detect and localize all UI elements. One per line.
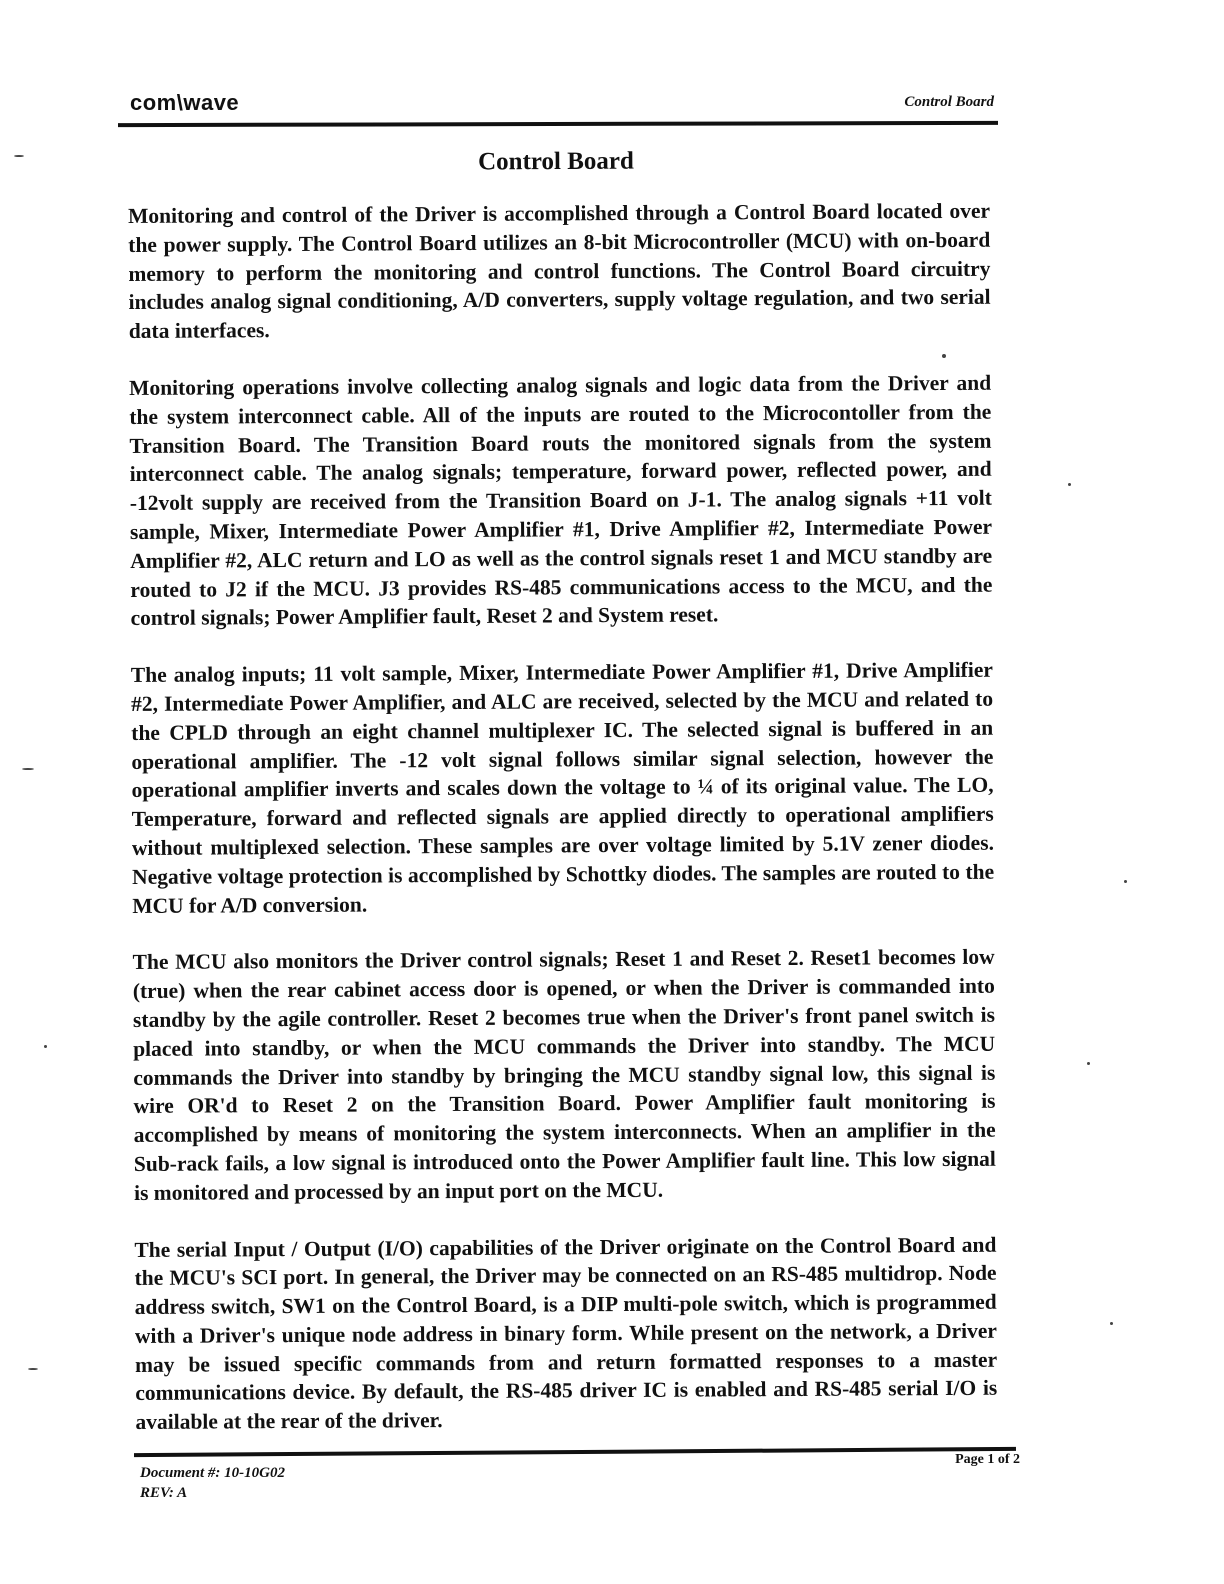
header-rule: [118, 121, 998, 127]
page-title: Control Board: [478, 147, 634, 176]
paragraph-1: Monitoring and control of the Driver is accomplished through a Control Board located over the power supply. The Control Board utilizes an 8-bit Microcontroller (MCU) with on-board memory to perform the monitoring and control functions. The Control Board circuitry includes analog signal conditioning, A/D converters, supply voltage regulation, and two serial data interfaces.: [128, 198, 991, 344]
page-header: [118, 88, 998, 130]
scan-speck: [1110, 1322, 1113, 1325]
scan-speck: [1068, 483, 1071, 486]
scan-speck: [28, 1368, 38, 1370]
comwave-logo: com\wave: [130, 90, 240, 115]
document-number: Document #: 10-10G02: [140, 1465, 285, 1481]
paragraph-4: The MCU also monitors the Driver control signals; Reset 1 and Reset 2. Reset1 becomes low (true) when the rear cabinet access door is opened, or when the Driver is commanded into standby by the agile controller. Reset 2 becomes true when the Driver's front panel switch is placed into standby, or when the MCU commands the Driver into standby. The MCU commands the Driver into standby by bringing the MCU standby signal low, this signal is wire OR'd to Reset 2 on the Transition Board. Power Amplifier fault monitoring is accomplished by means of monitoring the system interconnects. When an amplifier in the Sub-rack fails, a low signal is introduced onto the Power Amplifier fault line. This low signal is monitored and processed by an input port on the MCU.: [132, 945, 996, 1205]
paragraph-3: The analog inputs; 11 volt sample, Mixer, Intermediate Power Amplifier #1, Drive Amplifier #2, Intermediate Power Amplifier, and ALC are received, selected by the MCU and related to the CPLD through an eight channel multiplexer IC. The selected signal is buffered in an operational amplifier. The -12 volt signal follows similar signal selection, however the operational amplifier inverts and scales down the voltage to ¼ of its original value. The LO, Temperature, forward and reflected signals are applied directly to operational amplifiers without multiplexed selection. These samples are over voltage limited by 5.1V zener diodes. Negative voltage protection is accomplished by Schottky diodes. The samples are routed to the MCU for A/D conversion.: [130, 657, 995, 918]
scan-speck: [1087, 1062, 1090, 1065]
scan-speck: [44, 1045, 47, 1048]
paragraph-2: Monitoring operations involve collecting analog signals and logic data from the Driver and the system interconnect cable. All of the inputs are routed to the Microcontoller from the Transition Board. The Transition Board routs the monitored signals from the system interconnect cable. The analog signals; temperature, forward power, reflected power, and -12volt supply are received from the Transition Board on J-1. The analog signals +11 volt sample, Mixer, Intermediate Power Amplifier #1, Drive Amplifier #2, Intermediate Power Amplifier #2, ALC return and LO as well as the control signals reset 1 and MCU standby are routed to J2 if the MCU. J3 provides RS-485 communications access to the MCU, and the control signals; Power Amplifier fault, Reset 2 and System reset.: [129, 370, 993, 631]
body-text: [128, 197, 998, 1465]
scan-speck: [1124, 880, 1127, 883]
page-number: Page 1 of 2: [955, 1452, 1020, 1467]
paragraph-5: The serial Input / Output (I/O) capabilities of the Driver originate on the Control Board and the MCU's SCI port. In general, the Driver may be connected on an RS-485 multidrop. Node address switch, SW1 on the Control Board, is a DIP multi-pole switch, which is programmed with a Driver's unique node address in binary form. While present on the network, a Driver may be issued specific commands from and return formatted responses to a master communications device. By default, the RS-485 driver IC is enabled and RS-485 serial I/O is available at the rear of the driver.: [134, 1232, 998, 1435]
scan-speck: [14, 155, 24, 157]
footer-document-info: [140, 1463, 285, 1503]
header-section-title: Control Board: [904, 94, 994, 110]
scan-speck: [22, 768, 34, 770]
revision: REV: A: [140, 1485, 188, 1501]
scan-speck: [942, 354, 946, 358]
